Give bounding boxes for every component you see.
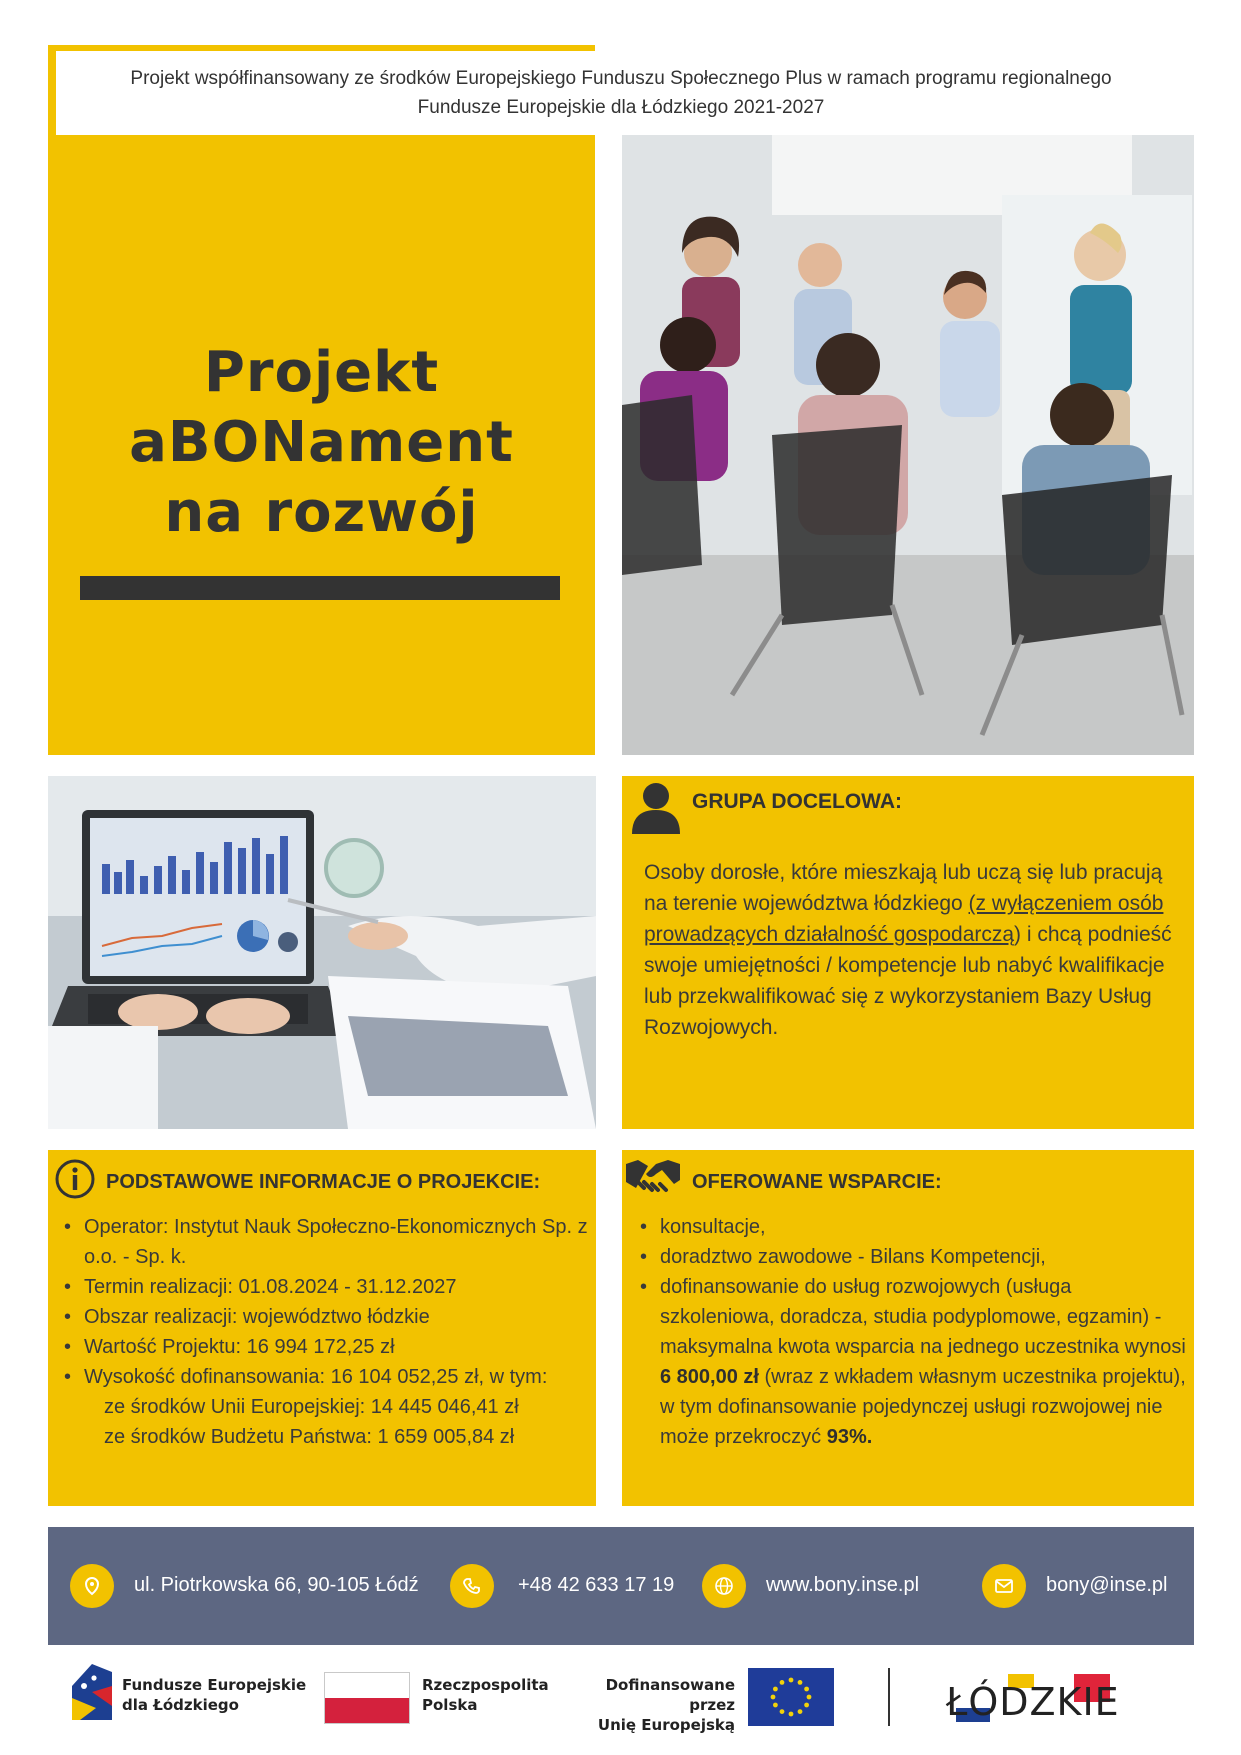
target-group-text-2: ) i chcą podnieść swoje umiejętności / kompetencje lub nabyć kwalifikacje lub przekwalifikować się z wykorzystaniem Bazy Usług Rozwojowych. xyxy=(644,923,1172,1039)
list-item: • Operator: Instytut Nauk Społeczno-Ekonomicznych Sp. z o.o. - Sp. k. xyxy=(62,1212,592,1272)
handshake-icon xyxy=(624,1152,682,1200)
eu-cofinancing-text xyxy=(570,1675,735,1735)
page-title xyxy=(48,338,595,548)
contact-email-link[interactable]: bony@inse.pl xyxy=(1046,1574,1168,1596)
polish-flag xyxy=(324,1672,410,1724)
person-icon xyxy=(628,780,684,836)
polish-republic-logo-line1: Rzeczpospolita xyxy=(422,1676,549,1694)
max-cofinancing-percent: 93%. xyxy=(826,1426,873,1448)
project-info-list xyxy=(62,1212,592,1452)
lodzkie-logo-text: ŁÓDZKIE xyxy=(946,1680,1120,1724)
logo-divider xyxy=(888,1668,890,1726)
list-item xyxy=(638,1272,1186,1452)
laptop-photo-illustration xyxy=(48,776,596,1129)
eu-flag xyxy=(748,1668,834,1726)
list-item: • Wartość Projektu: 16 994 172,25 zł xyxy=(62,1332,592,1362)
funding-header-line2: Fundusze Europejskie dla Łódzkiego 2021-2027 xyxy=(417,97,825,118)
polish-republic-logo-text xyxy=(422,1675,549,1715)
lodzkie-region-logo xyxy=(946,1674,1120,1728)
meeting-photo-illustration xyxy=(622,135,1194,755)
title-line-1: Projekt xyxy=(203,340,440,405)
list-item: • Termin realizacji: 01.08.2024 - 31.12.2027 xyxy=(62,1272,592,1302)
funding-header xyxy=(56,51,1186,135)
target-group-text-1: Osoby dorosłe, które mieszkają lub uczą się lub pracują na terenie województwa łódzkiego xyxy=(644,861,1163,915)
support-item3-text-1: dofinansowanie do usług rozwojowych (usługa szkoleniowa, doradcza, studia podyplomowe, egzamin) - maksymalna kwota wsparcia na jednego uczestnika wynosi xyxy=(660,1276,1186,1358)
laptop-analytics-photo xyxy=(48,776,596,1129)
title-line-3: na rozwój xyxy=(164,480,479,545)
phone-icon xyxy=(450,1564,494,1608)
target-group-heading: GRUPA DOCELOWA: xyxy=(692,790,902,813)
eu-cofinancing-line2: Unię Europejską xyxy=(597,1716,735,1734)
list-item: • Wysokość dofinansowania: 16 104 052,25 zł, w tym: xyxy=(62,1362,592,1392)
support-item3-text-2: (wraz z wkładem własnym uczestnika projektu), w tym dofinansowanie pojedynczej usługi rozwojowej nie może przekroczyć xyxy=(660,1366,1186,1448)
globe-icon xyxy=(702,1564,746,1608)
list-item: • doradztwo zawodowe - Bilans Kompetencji, xyxy=(638,1242,1186,1272)
location-pin-icon xyxy=(70,1564,114,1608)
support-list xyxy=(638,1212,1186,1452)
eu-funds-logo-line1: Fundusze Europejskie xyxy=(122,1676,307,1694)
funding-header-line1: Projekt współfinansowany ze środków Europejskiego Funduszu Społecznego Plus w ramach programu regionalnego xyxy=(130,68,1112,89)
title-line-2: aBONament xyxy=(129,410,514,475)
contact-website-link[interactable]: www.bony.inse.pl xyxy=(766,1574,920,1596)
meeting-photo xyxy=(622,135,1194,755)
support-heading: OFEROWANE WSPARCIE: xyxy=(692,1171,942,1193)
eu-funds-logo-line2: dla Łódzkiego xyxy=(122,1696,239,1714)
info-icon xyxy=(54,1158,96,1200)
contact-phone[interactable]: +48 42 633 17 19 xyxy=(518,1574,675,1596)
list-subitem: ze środków Unii Europejskiej: 14 445 046,41 zł xyxy=(104,1396,519,1418)
eu-funds-logo-text xyxy=(122,1675,306,1715)
envelope-icon xyxy=(982,1564,1026,1608)
eu-funds-logo xyxy=(70,1662,114,1722)
target-group-exclusion-note: (z wyłączeniem osób prowadzących działalność gospodarczą xyxy=(644,892,1164,946)
list-item: • konsultacje, xyxy=(638,1212,1186,1242)
list-subitem: ze środków Budżetu Państwa: 1 659 005,84 zł xyxy=(104,1426,515,1448)
target-group-description xyxy=(644,857,1184,1043)
polish-republic-logo-line2: Polska xyxy=(422,1696,478,1714)
max-support-amount: 6 800,00 zł xyxy=(660,1366,759,1388)
project-info-heading: PODSTAWOWE INFORMACJE O PROJEKCIE: xyxy=(106,1171,541,1193)
list-item: • Obszar realizacji: województwo łódzkie xyxy=(62,1302,592,1332)
contact-address: ul. Piotrkowska 66, 90-105 Łódź xyxy=(134,1574,419,1596)
title-underline-bar xyxy=(80,576,560,600)
eu-cofinancing-line1: Dofinansowane przez xyxy=(605,1676,735,1714)
